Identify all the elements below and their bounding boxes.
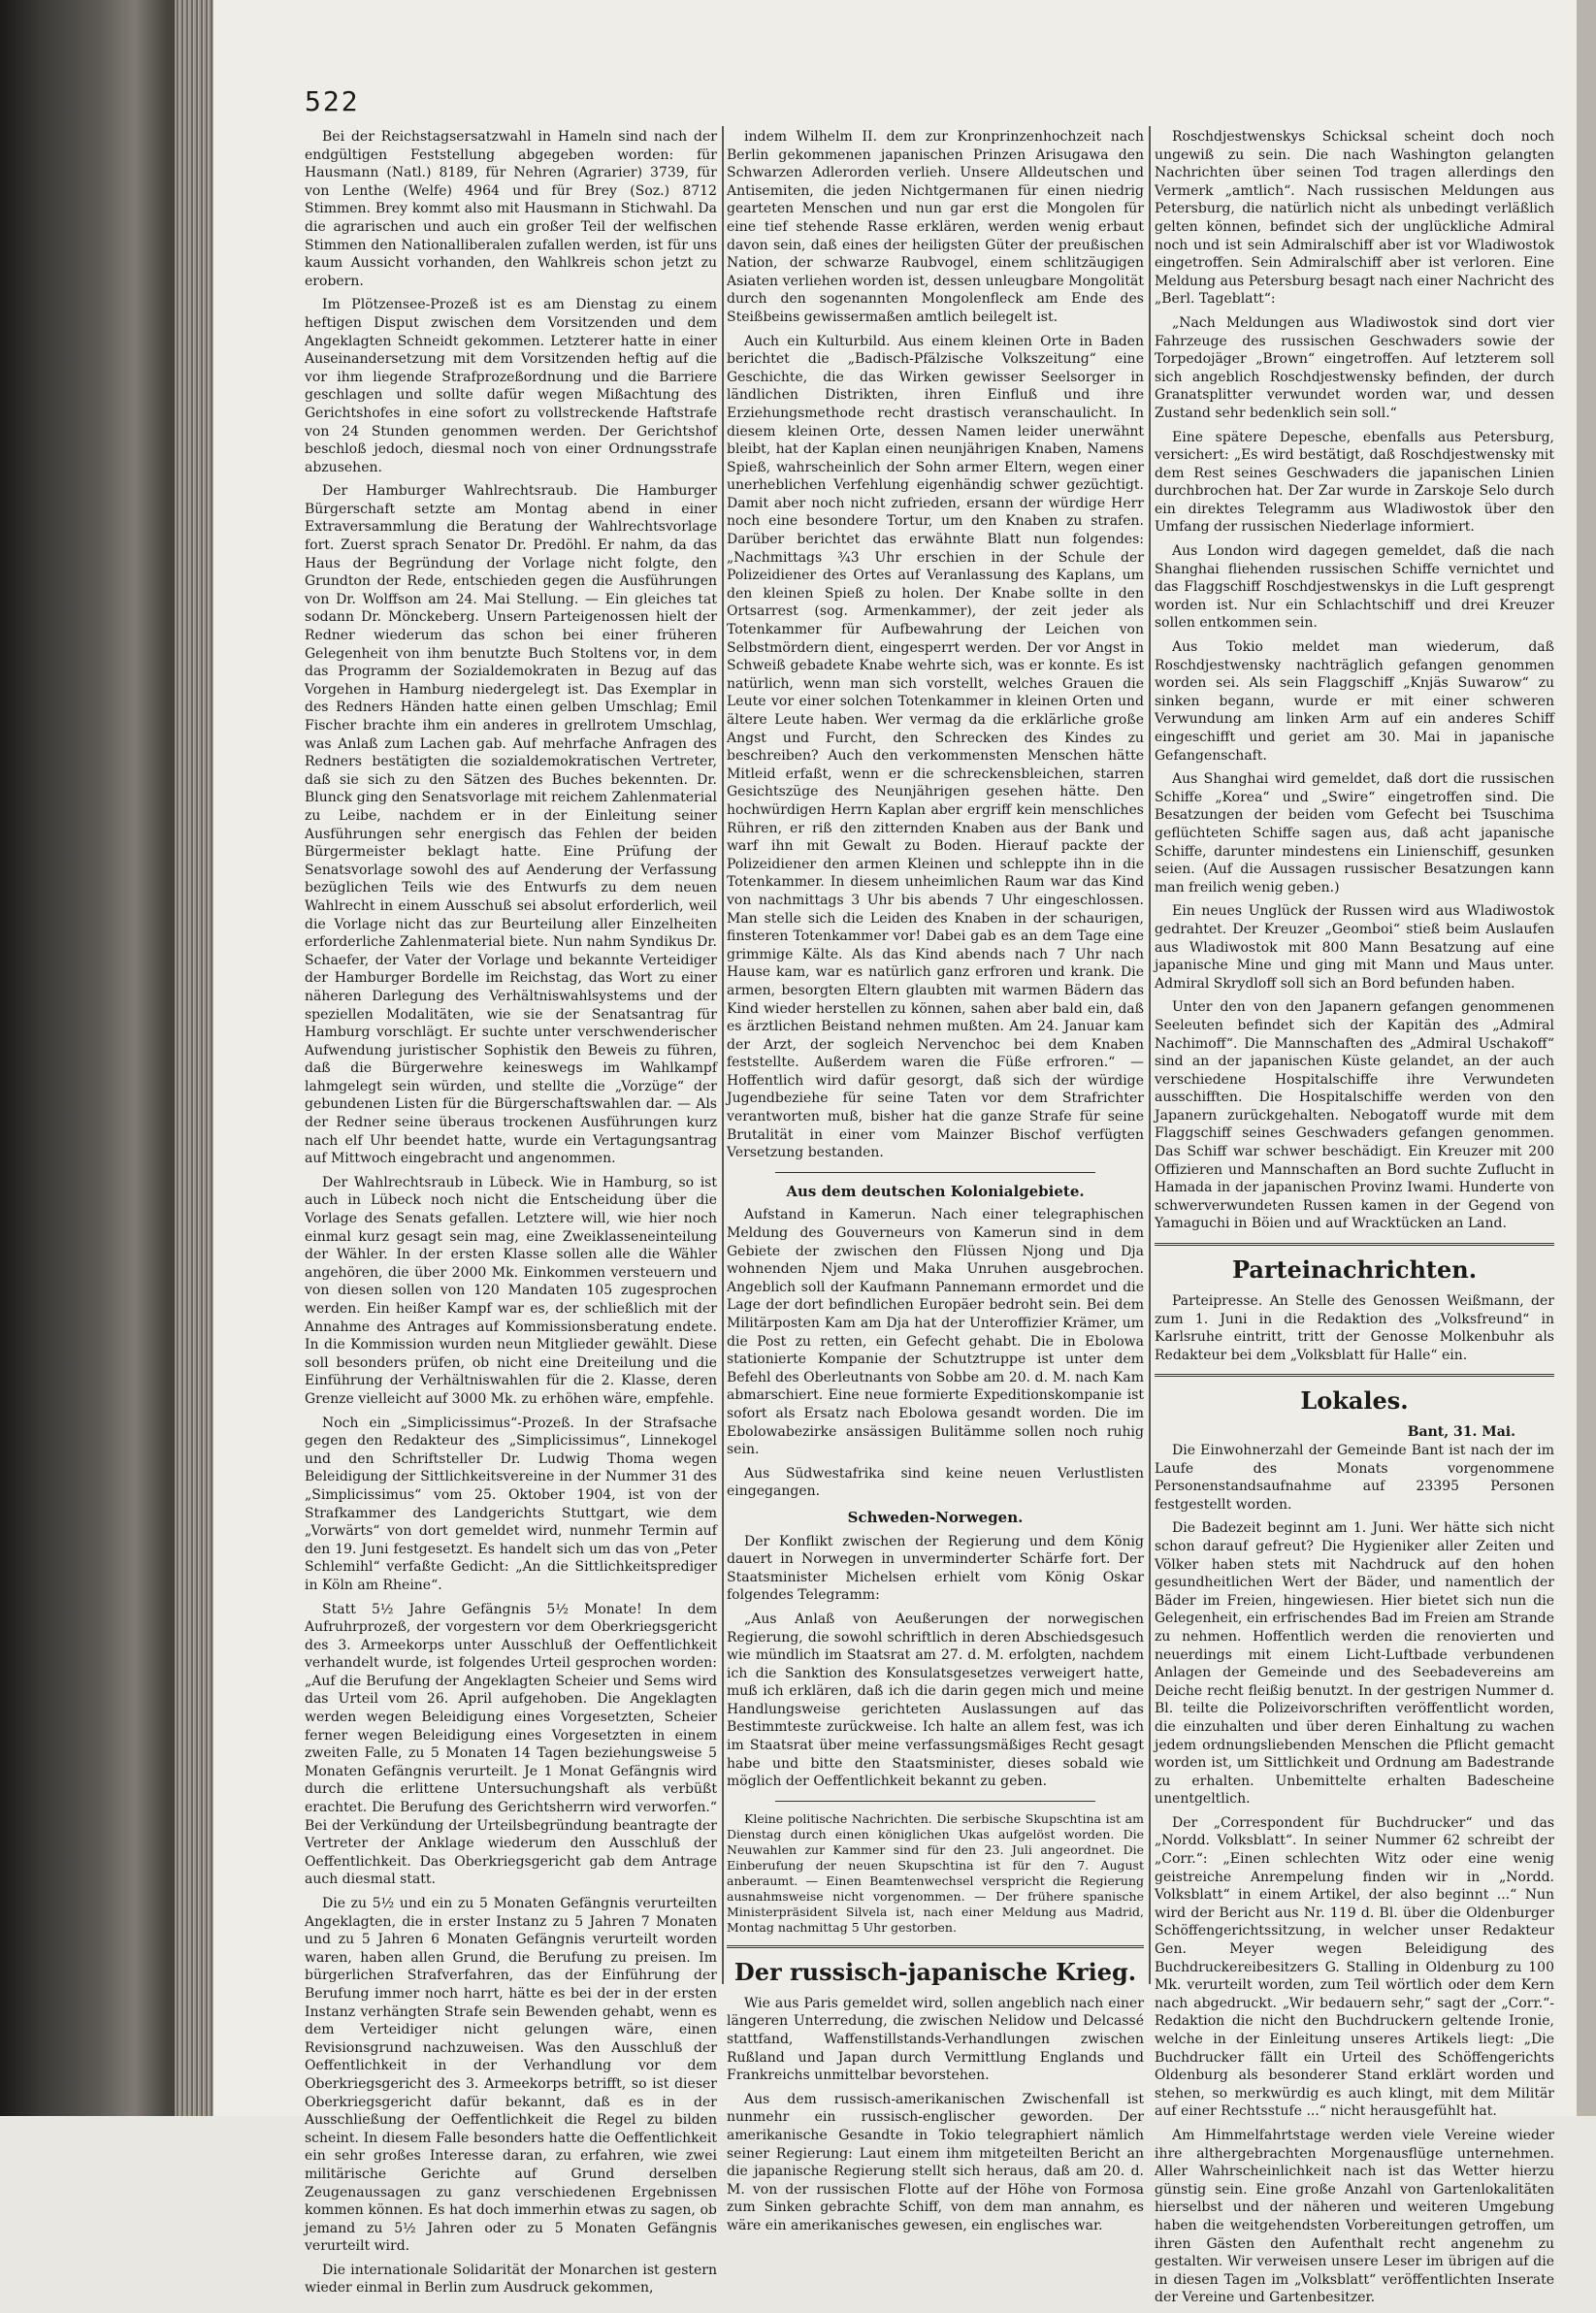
article-paragraph: Die Einwohnerzahl der Gemeinde Bant ist nach der im Laufe des Monats vorgenommene Personenstandsaufnahme auf 23395 Personen festgestellt worden. [1155, 1443, 1554, 1513]
article-paragraph: Aus London wird dagegen gemeldet, daß die nach Shanghai fliehenden russischen Schiffe vernichtet und das Flaggschiff Roschdjestwenskys in die Luft gesprengt worden ist. Nur ein Schlachtschiff und drei Kreuzer sollen entkommen sein. [1155, 543, 1554, 632]
section-rule [727, 1945, 1144, 1948]
section-heading: Lokales. [1300, 1386, 1409, 1416]
section-heading: Parteinachrichten. [1231, 1255, 1478, 1285]
column-rule [722, 126, 724, 1984]
section-rule [775, 1801, 1095, 1802]
article-paragraph: „Nach Meldungen aus Wladiwostok sind dort vier Fahrzeuge des russischen Geschwaders sowie der Torpedojäger „Brown“ eingetroffen. Auf letzterem soll sich angeblich Roschdjestwensky befinden, der durch Granatsplitter verwundet worden war, und dessen Zustand sehr bedenklich sein soll.“ [1155, 314, 1554, 421]
right-page-edge [1577, 0, 1596, 2116]
article-paragraph: Die Badezeit beginnt am 1. Juni. Wer hätte sich nicht schon darauf gefreut? Die Hygieniker aller Zeiten und Völker haben stets mit Nachdruck auf den hohen gesundheitlichen Wert der Bäder, und namentlich der Bäder im Freien, hingewiesen. Hier bietet sich nun die Gelegenheit, ein erfrischendes Bad im Freien am Strande zu nehmen. Hoffentlich werden die renovierten und neuerdings mit einem Licht-Luftbade verbundenen Anlagen der Gemeinde und des Seebadevereins am Deiche recht fleißig benutzt. In der gestrigen Nummer d. Bl. teilte die Polizeivorschriften veröffentlicht worden, die einzuhalten und über deren Einhaltung zu wachen jedem ordnungsliebenden Menschen die Pflicht gemacht worden ist, um Sittlichkeit und Ordnung am Badestrande zu erhalten. Unbemittelte erhalten Badescheine unentgeltlich. [1155, 1520, 1554, 1808]
article-paragraph: Wie aus Paris gemeldet wird, sollen angeblich nach einer längeren Unterredung, die zwischen Nelidow und Delcassé stattfand, Waffenstillstands-Verhandlungen zwischen Rußland und Japan durch Vermittlung Englands und Frankreichs unmittelbar bevorstehen. [727, 1995, 1144, 2084]
article-paragraph: Der Wahlrechtsraub in Lübeck. Wie in Hamburg, so ist auch in Lübeck noch nicht die Entscheidung über die Vorlage des Senats gefallen. Letztere will, wie hier noch einmal kurz gesagt sein mag, eine Zweiklasseneinteilung der Wähler. In der ersten Klasse sollen alle die Wähler angehören, die über 2000 Mk. Einkommen versteuern und von diesen sollen von 120 Mandaten 105 zugesprochen werden. Ein heißer Kampf war es, der schließlich mit der Annahme des Antrages auf Kommissionsberatung endete. In die Kommission wurden neun Mitglieder gewählt. Diese soll besonders prüfen, ob nicht eine Dreiteilung und die Einführung der Verhältniswahlen für die 2. Klasse, deren Grenze vielleicht auf 3000 Mk. zu erhöhen wäre, empfehle. [305, 1174, 717, 1407]
article-paragraph: Der „Correspondent für Buchdrucker“ und das „Nordd. Volksblatt“. In seiner Nummer 62 schreibt der „Corr.“: „Einen schlechten Witz oder eine wenig geistreiche Anrempelung finden wir in „Nordd. Volksblatt“ in einem Artikel, der also beginnt ...“ Nun wird der Bericht aus Nr. 119 d. Bl. über die Oldenburger Schöffengerichtssitzung, in welcher unser Redakteur Gen. Meyer wegen Beleidigung des Buchdruckereibesitzers G. Stalling in Oldenburg zu 100 Mk. verurteilt worden, zum Teil wörtlich oder dem Kern nach abgedruckt. „Wir bedauern sehr,“ sagt der „Corr.“-Redaktion die nicht den Buchdruckern geltende Ironie, welche in der Einleitung unseres Artikels liegt: „Die Buchdrucker fällt ein Urteil des Schöffengerichts Oldenburg als besonderer Stand erklärt worden und stehen, so merkwürdig es auch klingt, mit dem Militär auf einer Rechtsstufe ...“ nicht herausgefühlt hat. [1155, 1814, 1554, 2120]
article-paragraph: Aus Tokio meldet man wiederum, daß Roschdjestwensky nachträglich gefangen genommen worden sei. Als sein Flaggschiff „Knjäs Suwarow“ zu sinken begann, wurde er mit einer schweren Verwundung am linken Arm auf ein anderes Schiff eingeschifft und geriet am 30. Mai in japanische Gefangenschaft. [1155, 639, 1554, 764]
article-paragraph: Statt 5½ Jahre Gefängnis 5½ Monate! In dem Aufruhrprozeß, der vorgestern vor dem Oberkriegsgericht des 3. Armeekorps unter Ausschluß der Oeffentlichkeit verhandelt wurde, ist folgendes Urteil gesprochen worden: „Auf die Berufung der Angeklagten Scheier und Sems wird das Urteil vom 26. April aufgehoben. Die Angeklagten werden wegen Beleidigung eines Vorgesetzten, Scheier ferner wegen Beleidigung eines Vorgesetzten in einem zweiten Falle, zu 5 Monaten 14 Tagen beziehungsweise 5 Monaten Gefängnis verurteilt. Je 1 Monat Gefängnis wird durch die erlittene Untersuchungshaft als verbüßt erachtet. Die Berufung des Gerichtsherrn wird verworfen.“ Bei der Verkündung der Urteilsbegründung beantragte der Vertreter der Anklage wiederum den Ausschluß der Oeffentlichkeit. Das Oberkriegsgericht gab dem Antrage auch diesmal statt. [305, 1601, 717, 1888]
section-heading: Schweden-Norwegen. [847, 1508, 1024, 1526]
article-paragraph: Der Hamburger Wahlrechtsraub. Die Hamburger Bürgerschaft setzte am Montag abend in einer Extraversammlung die Beratung der Wahlrechtsvorlage fort. Zuerst sprach Senator Dr. Predöhl. Er nahm, da das Haus der Begründung der Vorlage nicht folgte, den Grundton der Rede, entschieden gegen die Ausführungen von Dr. Wolffson am 24. Mai Stellung. — Ein gleiches tat sodann Dr. Mönckeberg. Unsern Parteigenossen hielt der Redner wiederum das schon bei einer früheren Gelegenheit von ihm benutzte Buch Stoltens vor, in dem das Programm der Sozialdemokraten in Bezug auf das Vorgehen in Hamburg niedergelegt ist. Das Exemplar in des Redners Händen hatte einen gelben Umschlag; Emil Fischer brachte ihm ein anderes in grellrotem Umschlag, was Anlaß zum Lachen gab. Auf mehrfache Anfragen des Redners bestätigten die sozialdemokratischen Vertreter, daß sie sich zu den Sätzen des Buches bekennten. Dr. Blunck ging den Senatsvorlage mit reichem Zahlenmaterial zu Leibe, nachdem er in der Einleitung seiner Ausführungen sehr energisch das Fehlen der beiden Bürgermeister beklagt hatte. Eine Prüfung der Senatsvorlage sowohl des auf Aenderung der Verfassung bezüglichen Teils wie des Entwurfs zu dem neuen Wahlrecht in einem Ausschuß sei absolut erforderlich, weil die Vorlage nicht das zur Beurteilung aller Einzelheiten erforderliche Zahlenmaterial biete. Nun nahm Syndikus Dr. Schaefer, der Vater der Vorlage und bekannte Verteidiger der Hamburger Bordelle im Reichstag, das Wort zu einer näheren Darlegung des Verhältniswahlsystems und der speziellen Modalitäten, wie sie der Senatsantrag für Hamburg vorschlägt. Er suchte unter verschwenderischer Aufwendung juristischer Sophistik den Beweis zu führen, daß die Bürgerwehre keineswegs im Wahlkampf lahmgelegt sein würden, und stellte die „Vorzüge“ der gebundenen Listen für die Bürgerschaftswahlen dar. — Als der Redner seine überaus trockenen Ausführungen kurz nach elf Uhr beendet hatte, wurde ein Vertagungsantrag auf Mittwoch eingebracht und angenommen. [305, 483, 717, 1167]
article-paragraph: Aus dem russisch-amerikanischen Zwischenfall ist nunmehr ein russisch-englischer geworden. Der amerikanische Gesandte in Tokio telegraphiert nämlich seiner Regierung: Laut einem ihm mitgeteilten Bericht an die japanische Regierung stellt sich heraus, daß am 20. d. M. von der russischen Flotte auf der Höhe von Formosa zum Sinken gebrachte Schiff, von dem man annahm, es wäre ein amerikanisches gewesen, ein englisches war. [727, 2091, 1144, 2233]
article-paragraph: Eine spätere Depesche, ebenfalls aus Petersburg, versichert: „Es wird bestätigt, daß Roschdjestwensky mit dem Rest seines Geschwaders die japanischen Linien durchbrochen hat. Der Zar wurde in Zarskoje Selo durch ein direktes Telegramm aus Wladiwostok über den Umfang der russischen Niederlage informiert. [1155, 429, 1554, 536]
section-rule [1155, 1243, 1554, 1246]
section-rule [1155, 1374, 1554, 1377]
article-paragraph: Ein neues Unglück der Russen wird aus Wladiwostok gedrahtet. Der Kreuzer „Geomboi“ stieß beim Auslaufen aus Wladiwostok mit 800 Mann Besatzung auf eine japanische Mine und ging mit Mann und Maus unter. Admiral Skrydloff soll sich an Bord befunden haben. [1155, 903, 1554, 992]
article-paragraph: Am Himmelfahrtstage werden viele Vereine wieder ihre althergebrachten Morgenausflüge unternehmen. Aller Wahrscheinlichkeit nach ist das Wetter hierzu günstig sein. Eine große Anzahl von Gartenlokalitäten hierselbst und der näheren und weiteren Umgebung haben die weitgehendsten Vorbereitungen getroffen, um ihren Gästen den Aufenthalt recht angenehm zu gestalten. Wir verweisen unsere Leser im übrigen auf die in diesen Tagen im „Volksblatt“ veröffentlichten Inserate der Vereine und Gartenbesitzer. [1155, 2127, 1554, 2306]
dateline: Bant, 31. Mai. [1407, 1424, 1515, 1441]
article-paragraph: Aufstand in Kamerun. Nach einer telegraphischen Meldung des Gouverneurs von Kamerun sind in dem Gebiete der zwischen den Flüssen Njong und Dja wohnenden Njem und Maka Unruhen ausgebrochen. Angeblich soll der Kaufmann Pannemann ermordet und die Lage der dort befindlichen Europäer bedroht sein. Bei dem Militärposten Kam am Dja hat der Unteroffizier Krämer, um die Post zu retten, ein Gefecht gehabt. Die in Ebolowa stationierte Kompanie der Schutztruppe ist unter dem Befehl des Oberleutnants von Sobbe am 20. d. M. nach Kam abmarschiert. Eine neue formierte Expeditionskompanie ist sofort als Ersatz nach Ebolowa gesandt worden. Die im Ebolowabezirke ansässigen Bulitämme sollen noch ruhig sein. [727, 1207, 1144, 1458]
article-paragraph: Im Plötzensee-Prozeß ist es am Dienstag zu einem heftigen Disput zwischen dem Vorsitzenden und dem Angeklagten Schneidt gekommen. Letzterer hatte in einer Auseinandersetzung mit dem Vorsitzenden heftig auf die vor ihm liegende Strafprozeßordnung und die Barriere geschlagen und sollte dafür wegen Mißachtung des Gerichtshofes in eine sofort zu vollstreckende Haftstrafe von 24 Stunden genommen werden. Der Gerichtshof beschloß jedoch, diesmal noch von einer Ordnungsstrafe abzusehen. [305, 297, 717, 475]
article-paragraph: Aus Südwestafrika sind keine neuen Verlustlisten eingegangen. [727, 1465, 1144, 1500]
article-paragraph: Die internationale Solidarität der Monarchen ist gestern wieder einmal in Berlin zum Ausdruck gekommen, [305, 2262, 717, 2297]
article-paragraph: Noch ein „Simplicissimus“-Prozeß. In der Strafsache gegen den Redakteur des „Simplicissimus“, Linnekogel und den Schriftsteller Dr. Ludwig Thoma wegen Beleidigung der Sittlichkeitsvereine in der Nummer 31 des „Simplicissimus“ vom 25. Oktober 1904, ist von der Strafkammer des Landgerichts Stuttgart, wie dem „Vorwärts“ von dort gemeldet wird, nunmehr Termin auf den 19. Juni festgesetzt. Es handelt sich um das von „Peter Schlemihl“ verfaßte Gedicht: „An die Sittlichkeitsprediger in Köln am Rheine“. [305, 1415, 717, 1593]
section-heading: Aus dem deutschen Kolonialgebiete. [786, 1182, 1085, 1200]
page-edges [175, 0, 213, 2116]
article-paragraph: Aus Shanghai wird gemeldet, daß dort die russischen Schiffe „Korea“ und „Swire“ eingetroffen sind. Die Besatzungen der beiden vom Gefecht bei Tsuschima geflüchteten Schiffe sagen aus, daß acht japanische Schiffe, darunter mindestens ein Linienschiff, gesunken seien. (Auf die Aussagen russischer Besatzungen kann man freilich wenig geben.) [1155, 771, 1554, 896]
article-paragraph: Unter den von den Japanern gefangen genommenen Seeleuten befindet sich der Kapitän des „Admiral Nachimoff“. Die Mannschaften des „Admiral Uschakoff“ sind an der japanischen Küste gelandet, an der auch verschiedene Hospitalschiffe ihre Verwundeten ausschifften. Die Hospitalschiffe werden von den Japanern zurückgehalten. Nebogatoff wurde mit dem Flaggschiff seines Geschwaders gefangen genommen. Das Schiff war schwer beschädigt. Ein Kreuzer mit 200 Offizieren und Mannschaften an Bord suchte Zuflucht in Hamada in der japanischen Provinz Iwami. Hunderte von schwerverwundeten Russen kamen in der Gegend von Yamaguchi in Böien und auf Wracktücken an Land. [1155, 999, 1554, 1232]
column-2 [727, 128, 1144, 2241]
page-number: 522 [305, 85, 360, 117]
article-paragraph: Parteipresse. An Stelle des Genossen Weißmann, der zum 1. Juni in die Redaktion des „Volksfreund“ in Karlsruhe eintritt, tritt der Genosse Molkenbuhr als Redakteur bei dem „Volksblatt für Halle“ ein. [1155, 1293, 1554, 1363]
column-rule [1149, 126, 1151, 1984]
column-1 [305, 128, 717, 2303]
article-paragraph: Roschdjestwenskys Schicksal scheint doch noch ungewiß zu sein. Die nach Washington gelangten Nachrichten über seinen Tod tragen allerdings den Vermerk „amtlich“. Nach russischen Meldungen aus Petersburg, die natürlich nicht als unbedingt verläßlich gelten können, befindet sich der unglückliche Admiral noch und ist sein Admiralschiff aber ist vor Wladiwostok eingetroffen. Sein Admiralschiff aber ist verloren. Eine Meldung aus Petersburg besagt nach einer Nachricht des „Berl. Tageblatt“: [1155, 129, 1554, 308]
section-rule [775, 1172, 1095, 1173]
article-paragraph: Kleine politische Nachrichten. Die serbische Skupschtina ist am Dienstag durch einen königlichen Ukas aufgelöst worden. Die Neuwahlen zur Kammer sind für den 23. Juli angeordnet. Die Einberufung der neuen Skupschtina ist für den 7. August anberaumt. — Einen Beamtenwechsel verspricht die Regierung ausnahmsweise nicht vorgenommen. — Der frühere spanische Ministerpräsident Silvela ist, nach einer Meldung aus Madrid, Montag nachmittag 5 Uhr gestorben. [727, 1810, 1144, 1935]
article-paragraph: „Aus Anlaß von Aeußerungen der norwegischen Regierung, die sowohl schriftlich in deren Abschiedsgesuch wie mündlich im Staatsrat am 27. d. M. erfolgten, nachdem ich die Sanktion des Konsulatsgesetzes verweigert hatte, muß ich erklären, daß ich die darin gegen mich und meine Handlungsweise gerichteten Auslassungen auf das Bestimmteste zurückweise. Ich halte an allem fest, was ich im Staatsrat über meine verfassungsmäßiges Recht gesagt habe und bitte den Staatsminister, dieses sobald wie möglich der Oeffentlichkeit bekannt zu geben. [727, 1611, 1144, 1790]
section-heading: Der russisch-japanische Krieg. [733, 1957, 1137, 1986]
article-paragraph: indem Wilhelm II. dem zur Kronprinzenhochzeit nach Berlin gekommenen japanischen Prinzen Arisugawa den Schwarzen Adlerorden verlieh. Unsere Alldeutschen und Antisemiten, die jeden Nichtgermanen für einen niedrig gearteten Menschen und nun gar erst die Mongolen für eine tief stehende Rasse erklären, werden wenig erbaut davon sein, daß eines der heiligsten Güter der preußischen Nation, der schwarze Raubvogel, einem schlitzäugigen Asiaten verliehen worden ist, dessen unleugbare Mongolität durch den sogenannten Mongolenfleck am Ende des Steißbeins gewissermaßen amtlich beilegelt ist. [727, 129, 1144, 325]
article-paragraph: Auch ein Kulturbild. Aus einem kleinen Orte in Baden berichtet die „Badisch-Pfälzische Volkszeitung“ eine Geschichte, die das Wirken gewisser Seelsorger in ländlichen Distrikten, ihren Einfluß und ihre Erziehungsmethode recht drastisch veranschaulicht. In diesem kleinen Orte, dessen Namen leider unerwähnt bleibt, hat der Kaplan einen neunjährigen Knaben, Namens Spieß, wahrscheinlich der Sohn armer Eltern, wegen einer unerheblichen Verfehlung eigenhändig schwer gezüchtigt. Damit aber noch nicht zufrieden, ersann der würdige Herr noch eine besondere Tortur, um den Knaben zu strafen. Darüber berichtet das erwähnte Blatt nun folgendes: „Nachmittags ¾3 Uhr erschien in der Schule der Polizeidiener des Ortes auf Veranlassung des Kaplans, um den kleinen Spieß zu holen. Der Knabe sollte in den Ortsarrest (sog. Armenkammer), der zeit jeder als Totenkammer für Aufbewahrung der Leichen von Selbstmördern dient, eingesperrt werden. Der vor Angst in Schweiß gebadete Knabe wehrte sich, was er konnte. Es ist natürlich, wenn man sich vorstellt, welches Grauen die Leute vor einer solchen Totenkammer in kleinen Orten und ältere Leute haben. Wer vermag da die erklärliche große Angst und Furcht, den Schrecken des Kindes zu beschreiben? Auch den verkommensten Menschen hätte Mitleid erfaßt, wenn er die schreckensbleichen, starren Gesichtszüge des Neunjährigen gesehen hätte. Den hochwürdigen Herrn Kaplan aber ergriff kein menschliches Rühren, er riß den zitternden Knaben aus der Bank und warf ihn mit Gewalt zu Boden. Hierauf packte der Polizeidiener den armen Kleinen und schleppte ihn in die Totenkammer. In diesem unheimlichen Raum war das Kind von nachmittags 3 Uhr bis abends 7 Uhr eingeschlossen. Man stelle sich die Leiden des Knaben in der schaurigen, finsteren Totenkammer vor! Dabei gab es an dem Tage eine grimmige Kälte. Als das Kind abends nach 7 Uhr nach Hause kam, war es natürlich ganz erfroren und krank. Die armen, besorgten Eltern glaubten mit warmen Bädern das Kind wieder herstellen zu können, sahen aber bald ein, daß es ärztlichen Beistand nehmen mußten. Am 24. Januar kam der Arzt, der sogleich Nervenchoc bei dem Knaben feststellte. Außerdem waren die Füße erfroren.“ — Hoffentlich wird dafür gesorgt, daß sich der würdige Jugendbeziehe für seine Taten vor dem Strafrichter verantworten muß, bisher hat die ganze Strafe für seine Brutalität in einer vom Mainzer Bischof verfügten Versetzung bestanden. [727, 333, 1144, 1161]
article-paragraph: Die zu 5½ und ein zu 5 Monaten Gefängnis verurteilten Angeklagten, die in erster Instanz zu 5 Jahren 7 Monaten und zu 5 Jahren 6 Monaten Gefängnis verurteilt worden waren, haben allen Grund, die Berufung zu preisen. Im bürgerlichen Strafverfahren, das der Einführung der Berufung immer noch harrt, hätte es bei der in der ersten Instanz verhängten Strafe sein Bewenden gehabt, wenn es dem Verteidiger nicht gelungen wäre, einen Revisionsgrund nachzuweisen. Was den Ausschluß der Oeffentlichkeit in der Verhandlung vor dem Oberkriegsgericht des 3. Armeekorps betrifft, so ist dieser Oberkriegsgericht dafür bekannt, daß es in der Ausschließung der Oeffentlichkeit die Regel zu bilden scheint. In diesem Falle besonders hatte die Oeffentlichkeit ein sehr großes Interesse daran, zu erfahren, wie zwei militärische Gerichte auf Grund derselben Zeugenaussagen zu ganz verschiedenen Ergebnissen kommen können. Es hat doch immerhin etwas zu sagen, ob jemand zu 5½ Jahren oder zu 5 Monaten Gefängnis verurteilt wird. [305, 1896, 717, 2255]
column-3 [1155, 128, 1554, 2313]
article-paragraph: Bei der Reichstagsersatzwahl in Hameln sind nach der endgültigen Feststellung abgegeben worden: für Hausmann (Natl.) 8189, für Nehren (Agrarier) 3739, für von Lenthe (Welfe) 4964 und für Brey (Soz.) 8712 Stimmen. Brey kommt also mit Hausmann in Stichwahl. Da die agrarischen und auch ein großer Teil der welfischen Stimmen den Nationalliberalen zufallen werden, ist für uns kaum Aussicht vorhanden, den Wahlkreis schon jetzt zu erobern. [305, 129, 717, 289]
article-paragraph: Der Konflikt zwischen der Regierung und dem König dauert in Norwegen in unverminderter Schärfe fort. Der Staatsminister Michelsen erhielt vom König Oskar folgendes Telegramm: [727, 1533, 1144, 1604]
